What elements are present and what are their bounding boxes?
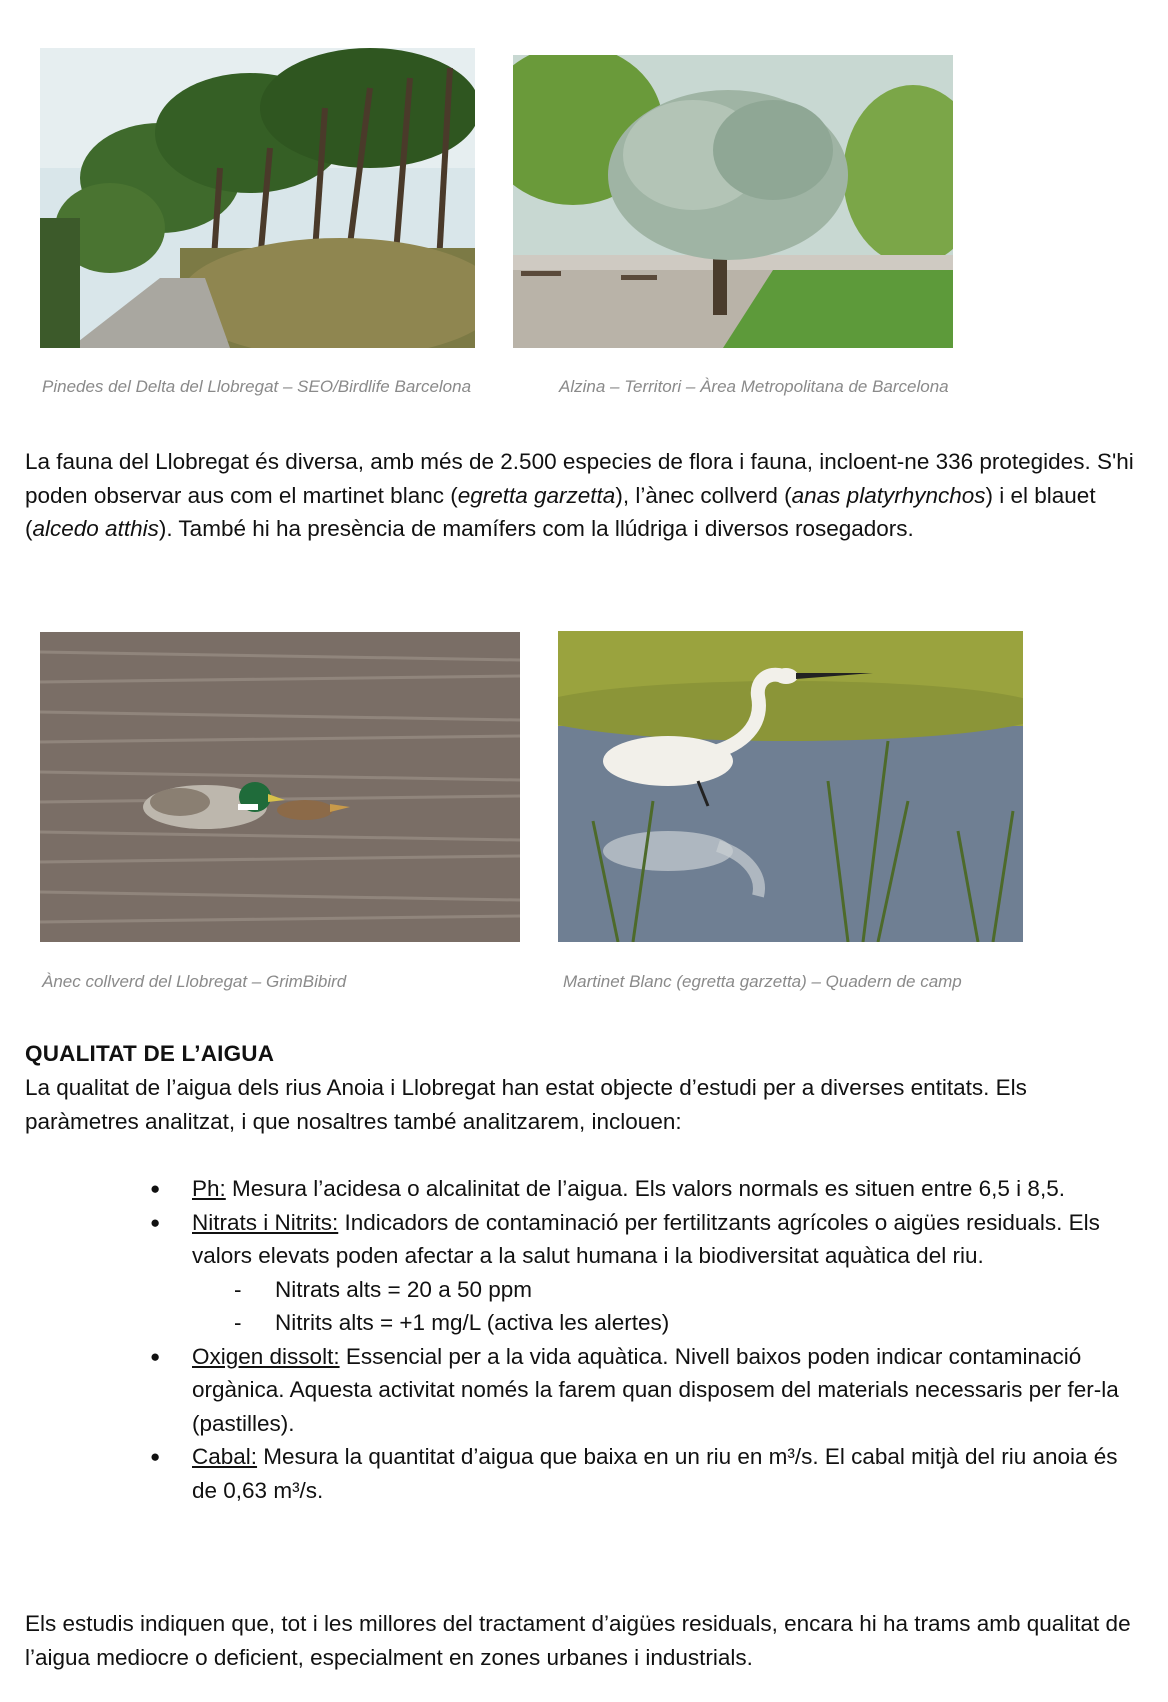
parameters-list (150, 1172, 1140, 1507)
parameter-term: Nitrats i Nitrits: (192, 1209, 339, 1235)
egret-photo (558, 631, 1023, 942)
alzina-tree-photo (513, 55, 953, 348)
pine-forest-caption: Pinedes del Delta del Llobregat – SEO/Birdlife Barcelona (42, 377, 472, 396)
mallard-caption: Ànec collverd del Llobregat – GrimBibird (42, 972, 347, 991)
fauna-species-egret: egretta garzetta (457, 482, 616, 508)
pine-forest-photo (40, 48, 475, 348)
fauna-paragraph (25, 445, 1145, 546)
parameter-description: Mesura la quantitat d’aigua que baixa en un riu en m³/s. El cabal mitjà del riu anoia és de 0,63 m³/s. (192, 1444, 1118, 1503)
sub-item: - Nitrats alts = 20 a 50 ppm (192, 1273, 1140, 1307)
sub-item: - Nitrits alts = +1 mg/L (activa les alertes) (192, 1306, 1140, 1340)
water-quality-intro: La qualitat de l’aigua dels rius Anoia i Llobregat han estat objecte d’estudi per a diverses entitats. Els paràmetres analitzat, i que nosaltres també analitzarem, inclouen: (25, 1075, 1027, 1134)
fauna-text-3: ) i el blauet ( (25, 482, 1096, 541)
parameter-term: Ph: (192, 1176, 226, 1201)
egret-caption: Martinet Blanc (egretta garzetta) – Quadern de camp (563, 972, 962, 991)
nitrates-sublist (192, 1273, 1140, 1340)
fauna-text-4: ). També hi ha presència de mamífers com la llúdriga i diversos rosegadors. (158, 516, 914, 541)
parameter-term: Cabal: (192, 1444, 258, 1469)
conclusion-paragraph: Els estudis indiquen que, tot i les millores del tractament d’aigües residuals, encara hi ha trams amb qualitat de l’aigua mediocre o deficient, especialment en zones urbanes i industrials. (25, 1611, 1131, 1670)
fauna-text-1: La fauna del Llobregat és diversa, amb més de 2.500 especies de flora i fauna, incloent-ne 336 protegides. S'hi poden observar aus com el martinet blanc ( (25, 449, 1134, 508)
alzina-caption: Alzina – Territori – Àrea Metropolitana de Barcelona (559, 377, 949, 396)
fauna-species-mallard: anas platyrhynchos (791, 482, 986, 508)
fauna-species-kingfisher: alcedo atthis (32, 516, 159, 541)
parameter-term: Oxigen dissolt: (192, 1343, 340, 1369)
parameter-ph (150, 1172, 1140, 1206)
parameter-oxygen (150, 1340, 1140, 1441)
fauna-text-2: ), l’ànec collverd ( (615, 482, 792, 508)
parameter-flow (150, 1440, 1140, 1507)
parameter-nitrates (150, 1206, 1140, 1340)
parameter-description: Essencial per a la vida aquàtica. Nivell baixos poden indicar contaminació orgànica. Aquesta activitat només la farem quan disposem del materials necessaris per fer-la (pastilles). (192, 1343, 1119, 1436)
parameter-description: Indicadors de contaminació per fertilitzants agrícoles o aigües residuals. Els valors elevats poden afectar a la salut humana i la biodiversitat aquàtica del riu. (192, 1209, 1100, 1268)
mallard-photo (40, 632, 520, 942)
water-quality-heading: QUALITAT DE L’AIGUA (25, 1041, 275, 1066)
parameter-description: Mesura l’acidesa o alcalinitat de l’aigua. Els valors normals es situen entre 6,5 i 8,5. (225, 1176, 1065, 1201)
